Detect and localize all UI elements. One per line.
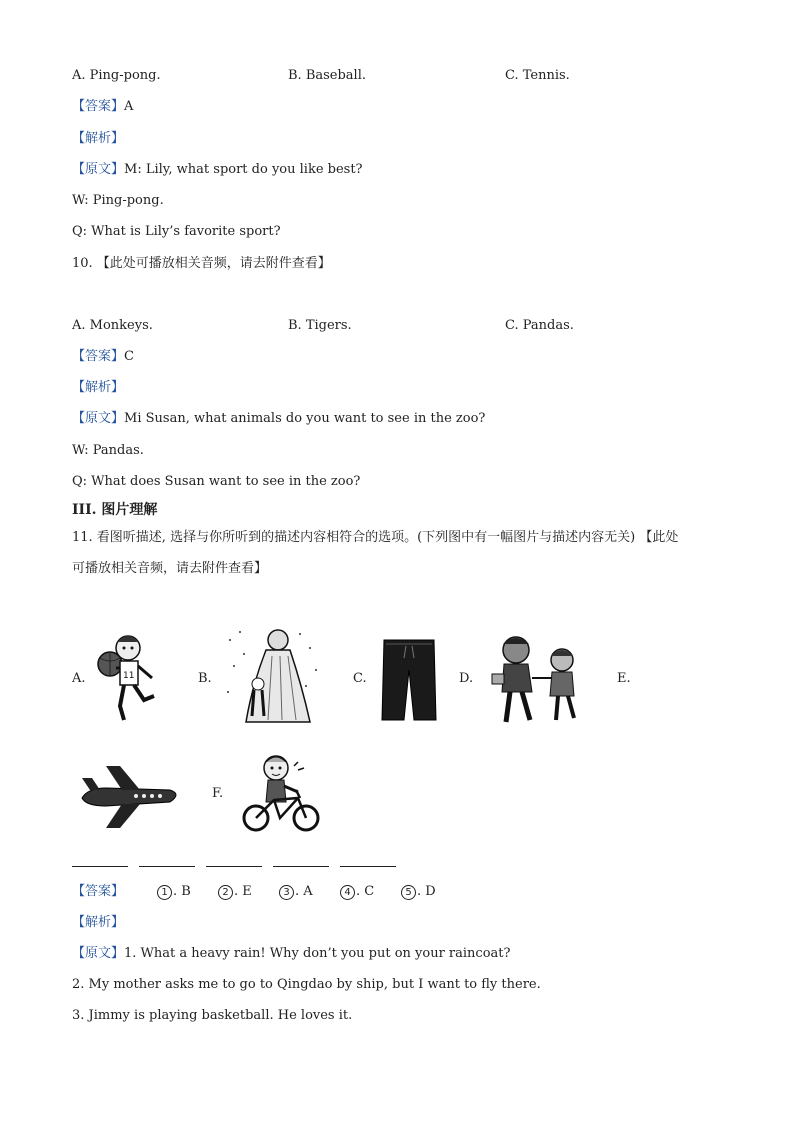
q11-answer-1 <box>157 884 191 900</box>
svg-text:11: 11 <box>123 671 135 681</box>
answer-value: . A <box>295 884 313 899</box>
transcript-line: Mi Susan, what animals do you want to see in the zoo? <box>124 411 486 426</box>
number-circle: 4 <box>340 885 355 900</box>
q11-analysis-tag: 【解析】 <box>72 915 125 930</box>
picture-label-a: A. <box>72 671 86 686</box>
q9-answer <box>72 99 133 115</box>
answer-value: . B <box>173 884 191 899</box>
q11-answer-2 <box>218 884 252 900</box>
answer-tag: 【答案】 <box>72 349 125 364</box>
answer-blank-4[interactable] <box>273 866 329 867</box>
q10-answer <box>72 349 134 365</box>
answer-blank-2[interactable] <box>139 866 195 867</box>
q9-option-a: A. Ping-pong. <box>72 68 161 83</box>
q10-option-b: B. Tigers. <box>288 318 352 333</box>
q11-answer-tag: 【答案】 <box>72 884 125 899</box>
answer-value: C <box>124 349 134 364</box>
q11-transcript-line-2: 2. My mother asks me to go to Qingdao by ship, but I want to fly there. <box>72 977 541 992</box>
q10-header: 10. 【此处可播放相关音频，请去附件查看】 <box>72 256 331 271</box>
q10-option-a: A. Monkeys. <box>72 318 153 333</box>
q9-transcript <box>72 162 363 178</box>
q9-option-b: B. Baseball. <box>288 68 367 83</box>
answer-blank-3[interactable] <box>206 866 262 867</box>
q10-analysis-tag: 【解析】 <box>72 380 125 395</box>
airplane-picture <box>76 760 184 832</box>
answer-value: A <box>124 99 134 114</box>
picture-label-d: D. <box>459 671 474 686</box>
transcript-tag: 【原文】 <box>72 411 125 426</box>
picture-label-e: E. <box>617 671 631 686</box>
transcript-tag: 【原文】 <box>72 946 125 961</box>
raincoat-picture <box>222 626 322 728</box>
answer-blank-1[interactable] <box>72 866 128 867</box>
answer-value: . D <box>417 884 436 899</box>
number-circle: 1 <box>157 885 172 900</box>
q11-answer-4 <box>340 884 374 900</box>
answer-blank-5[interactable] <box>340 866 396 867</box>
q9-transcript-line-2: W: Ping-pong. <box>72 193 164 208</box>
number-circle: 2 <box>218 885 233 900</box>
picture-label-b: B. <box>198 671 212 686</box>
answer-value: . C <box>356 884 375 899</box>
picture-label-c: C. <box>353 671 367 686</box>
transcript-line: 1. What a heavy rain! Why don’t you put on your raincoat? <box>124 946 511 961</box>
transcript-tag: 【原文】 <box>72 162 125 177</box>
q11-answer-5 <box>401 884 436 900</box>
q11-transcript <box>72 946 510 962</box>
answer-tag: 【答案】 <box>72 99 125 114</box>
section-title: III. 图片理解 <box>72 502 158 518</box>
q9-transcript-line-3: Q: What is Lily’s favorite sport? <box>72 224 281 239</box>
number-circle: 5 <box>401 885 416 900</box>
q11-instruction-line-2: 可播放相关音频，请去附件查看】 <box>72 561 268 576</box>
basketball-boy-picture <box>92 628 164 724</box>
q10-transcript-line-2: W: Pandas. <box>72 443 144 458</box>
trousers-picture <box>378 636 440 722</box>
transcript-line: M: Lily, what sport do you like best? <box>124 162 363 177</box>
q11-answer-3 <box>279 884 313 900</box>
q10-option-c: C. Pandas. <box>505 318 574 333</box>
q11-transcript-line-3: 3. Jimmy is playing basketball. He loves it. <box>72 1008 353 1023</box>
q9-option-c: C. Tennis. <box>505 68 570 83</box>
children-walking-picture <box>488 630 588 726</box>
answer-value: . E <box>234 884 252 899</box>
picture-label-f: F. <box>212 786 224 801</box>
bicycle-boy-picture <box>240 752 324 834</box>
q10-transcript-line-3: Q: What does Susan want to see in the zoo? <box>72 474 361 489</box>
q10-transcript <box>72 411 485 427</box>
q9-analysis-tag: 【解析】 <box>72 131 125 146</box>
q11-instruction-line-1: 11. 看图听描述, 选择与你所听到的描述内容相符合的选项。(下列图中有一幅图片与描述内容无关) 【此处 <box>72 530 679 545</box>
number-circle: 3 <box>279 885 294 900</box>
